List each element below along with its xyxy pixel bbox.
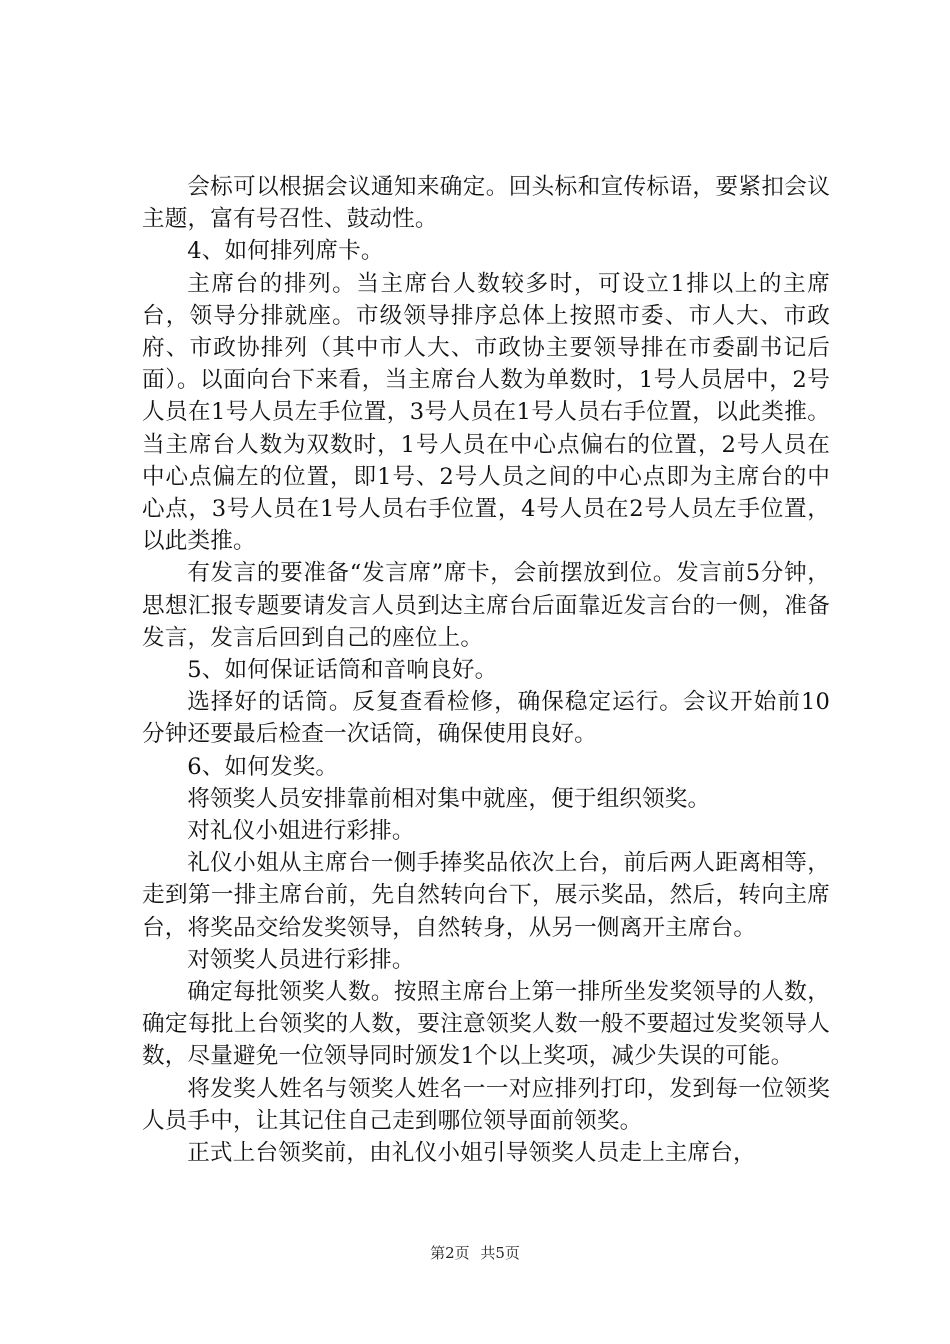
document-body: [142, 171, 830, 1169]
paragraph-batch-size: 确定每批领奖人数。按照主席台上第一排所坐发奖领导的人数，确定每批上台领奖的人数，要注意领奖人数一般不要超过发奖领导人数，尽量避免一位领导同时颁发1个以上奖项，减少失误的可能。: [142, 979, 830, 1070]
paragraph-award-seating: 将领奖人员安排靠前相对集中就座，便于组织领奖。: [187, 785, 711, 812]
page-total: 共5页: [480, 1244, 520, 1262]
section-heading-seat-cards: 4、如何排列席卡。: [187, 238, 384, 265]
paragraph-etiquette-procedure: 礼仪小姐从主席台一侧手捧奖品依次上台，前后两人距离相等，走到第一排主席台前，先自然转向台下，展示奖品，然后，转向主席台，将奖品交给发奖领导，自然转身，从另一侧离开主席台。: [142, 850, 830, 941]
paragraph-recipient-rehearsal: 对领奖人员进行彩排。: [187, 946, 415, 973]
paragraph-etiquette-rehearsal: 对礼仪小姐进行彩排。: [187, 818, 415, 845]
paragraph-podium-arrangement: 主席台的排列。当主席台人数较多时，可设立1排以上的主席台，领导分排就座。市级领导排序总体上按照市委、市人大、市政府、市政协排列（其中市人大、市政协主要领导排在市委副书记后面）。以面向台下来看，当主席台人数为单数时，1号人员居中，2号人员在1号人员左手位置，3号人员在1号人员右手位置，以此类推。当主席台人数为双数时，1号人员在中心点偏右的位置，2号人员在中心点偏左的位置，即1号、2号人员之间的中心点即为主席台的中心点，3号人员在1号人员右手位置，4号人员在2号人员左手位置，以此类推。: [142, 270, 830, 555]
paragraph-name-list: 将发奖人姓名与领奖人姓名一一对应排列打印，发到每一位领奖人员手中，让其记住自己走到哪位领导面前领奖。: [142, 1075, 830, 1134]
page-number: 第2页: [430, 1244, 470, 1262]
paragraph-speaker-seat: 有发言的要准备“发言席”席卡，会前摆放到位。发言前5分钟，思想汇报专题要请发言人员到达主席台后面靠近发言台的一侧，准备发言，发言后回到自己的座位上。: [142, 560, 830, 651]
paragraph-microphone-check: 选择好的话筒。反复查看检修，确保稳定运行。会议开始前10分钟还要最后检查一次话筒，确保使用良好。: [142, 689, 830, 748]
paragraph-banner: 会标可以根据会议通知来确定。回头标和宣传标语，要紧扣会议主题，富有号召性、鼓动性。: [142, 174, 830, 233]
section-heading-awards: 6、如何发奖。: [187, 753, 339, 780]
page-footer: [0, 1243, 950, 1263]
section-heading-microphone: 5、如何保证话筒和音响良好。: [187, 657, 498, 684]
paragraph-formal-award: 正式上台领奖前，由礼仪小姐引导领奖人员走上主席台，: [187, 1140, 756, 1167]
